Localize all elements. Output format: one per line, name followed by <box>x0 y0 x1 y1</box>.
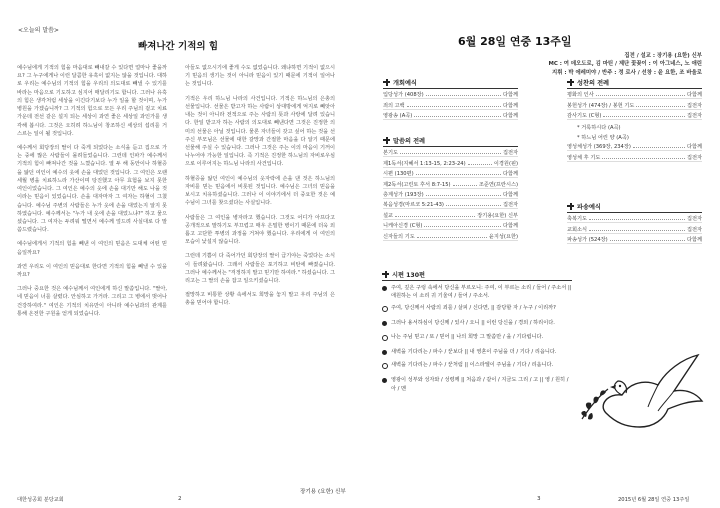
section-header <box>567 200 702 213</box>
order-person: 집전자 <box>502 202 518 209</box>
leader-dots <box>395 216 475 217</box>
psalm-verse <box>382 376 572 393</box>
order-row <box>567 110 702 120</box>
leader-bullet-icon <box>382 376 391 393</box>
congregation-bullet-icon <box>382 333 391 344</box>
verse-text: 새벽을 기다리는 / 파수 / 꾼처럼 || 이스라엘이 주님을 / 기다 / 리옵니다. <box>391 362 554 369</box>
verse-text: 그러나 용서하심이 당신께 / 있사 / 오니 || 이런 당신을 / 경외 / 하리이다. <box>391 319 555 326</box>
section-title: 파송예식 <box>577 203 601 211</box>
order-row <box>567 223 702 233</box>
order-row <box>383 157 518 167</box>
psalm-verse <box>382 304 572 315</box>
psalm-verse <box>382 333 572 344</box>
order-row <box>383 230 518 240</box>
order-row <box>383 209 518 219</box>
cross-icon <box>567 203 574 210</box>
leader-dots <box>417 237 487 238</box>
order-item: 영성체성가 (369장, 234장) <box>567 144 631 151</box>
section-header <box>382 268 572 281</box>
congregation-bullet-icon <box>382 304 391 315</box>
order-person: 다함께 <box>502 113 518 120</box>
order-item: 죄의 고백 <box>383 102 405 109</box>
sermon-paragraph: 그런데 기쁨이 다 죽어가던 회당장의 딸이 급기야는 죽었다는 소식이 들려왔습니다. 그래서 사람들은 포기하고 비탄에 빠졌습니다. 그러나 예수께서는 "걱정하지 말고 믿기만 하여라." 하셨습니다. 그리고는 그 딸의 손을 잡고 일으키셨습니다. <box>185 253 335 285</box>
sermon-column-1 <box>17 64 167 324</box>
sermon-paragraph: 사람들은 그 여인을 병자라고 했습니다. 그것도 어디가 아프다고 공개적으로 말하기도 부끄럽고 매우 은밀한 병이기 때문에 더욱 외롭고 고단한 투병의 과정을 거쳐야 했습니다. 우리에게 이 여인의 모습이 낯설지 않습니다. <box>185 214 335 246</box>
order-gathering <box>383 76 518 120</box>
leader-dots <box>589 230 685 231</box>
sermon-paragraph: 과연 우리도 이 여인의 믿음대로 한다면 기적의 힘을 빼낼 수 있을까요? <box>17 263 167 279</box>
leader-dots <box>610 240 685 241</box>
order-row <box>383 189 518 199</box>
verse-text: 영광이 성부와 성자와 / 성령께 || 처음과 / 같이 / 지금도 그리 / 고 || 영 / 원히 / 아 / 멘 <box>391 377 569 392</box>
cross-icon <box>383 137 390 144</box>
order-person: 다함께 <box>502 171 518 178</box>
order-dismissal <box>567 200 702 244</box>
order-item: 파송성가 (524장) <box>567 237 608 244</box>
credit-line: MC : 여 데오도로, 김 마틴 / 제단 꽃꽂이 : 이 아그네스, 노 애린 <box>548 61 702 68</box>
leader-dots <box>424 226 501 227</box>
sermon-paragraph: 기적은 우리 하느님 나라의 사건입니다. 기적은 하느님의 은총의 선물입니다. 선물은 받고자 하는 사람이 상대방에게 억지로 빼앗아내는 것이 아니라 전적으로 주는 사람의 뜻과 사랑에 달려 있습니다. 한일 받고자 하는 사람의 의도대로 빼낸다면 그것은 진정한 의미의 선물은 아닐 것입니다. 물론 자녀들이 갖고 싶어 하는 것을 선 주신 부모님은 선물에 대한 갈망과 간절한 마음을 다 알기 때문에 선물해 주실 수 있습니다. 그러나 그것은 주는 이의 마음이 기꺼이 나누어야 가능한 일입니다. 즉 기적은 진정한 하느님의 자비로우심으로 이루어지는 하느님 나라의 사건입니다. <box>185 95 335 168</box>
order-item: 본기도 <box>383 150 399 157</box>
order-person: 집전자 <box>686 102 702 109</box>
verse-text: 새벽을 기다리는 / 파수 / 꾼보다 || 내 영혼이 주님을 더 / 기다 / 리옵니다. <box>391 348 557 355</box>
section-header <box>383 134 518 147</box>
psalm-verse <box>382 361 572 372</box>
leader-dots <box>596 95 685 96</box>
section-title: 말씀의 전례 <box>393 137 426 145</box>
church-name-footer: 대한성공회 분당교회 <box>17 497 64 503</box>
order-item: 설교 <box>383 212 394 219</box>
section-tag: <오늘의 말씀> <box>18 27 59 34</box>
order-row <box>383 199 518 209</box>
order-row <box>383 99 518 109</box>
leader-bullet-icon <box>382 348 391 358</box>
order-person: 집전자 <box>686 226 702 233</box>
sermon-paragraph: 예수님에게서 기적의 힘을 빼낸 이 여인의 믿음은 도대체 어떤 믿음일까요? <box>17 241 167 256</box>
order-row <box>383 147 518 157</box>
order-person: 이경원(핀) <box>493 160 518 167</box>
order-item: 제2독서(고린토 후서 8:7-15) <box>383 181 451 188</box>
order-row <box>383 220 518 230</box>
order-person: 다함께 <box>502 102 518 109</box>
order-sacrament <box>567 76 702 162</box>
leader-dots <box>636 106 685 107</box>
order-row <box>567 89 702 99</box>
order-item: 교회소식 <box>567 226 588 233</box>
order-item: 영광송 (A곡) <box>383 113 413 120</box>
leader-dots <box>416 174 501 175</box>
verse-text: 나는 주님 믿고 / 또 / 믿어 || 나의 희망 그 말씀만 / 을 / 기다립니다. <box>391 333 544 340</box>
sermon-paragraph: 절망하고 비통한 상황 속에서도 희망을 놓지 말고 우리 주님의 은총을 믿어야 합니다. <box>185 292 335 307</box>
order-person: 윤지성(요한) <box>488 233 518 240</box>
sermon-paragraph: 예수님에게 기적의 힘을 마음대로 빼내갈 수 있다면 얼마나 좋을까요? 그 누구에게나 이런 달콤한 유혹이 없지는 않을 것입니다. 대하로 우리는 예수님의 기적의 힘을 우리의 의도대로 빼낼 수 있기를 바라는 마음으로 기도하고 심지어 매달리기도 합니다. 그러나 유혹의 힘은 생각처럼 세상을 이긴다기보다 누가 일을 할 것이며, 누가 병원을 가겠습니까? 그 기적의 힘으로 모든 우리 주님의 겉고 치료 가운데 전선 같은 설지 되는 세상이 과연 좋은 세상일 과인가를 생각해 봅시다. 그것은 오히려 하느님이 창조하신 세상의 섭리를 거스르는 일이 될 것입니다. <box>17 65 167 137</box>
order-row <box>567 213 702 223</box>
leader-dots <box>446 205 501 206</box>
order-person: 집전자 <box>686 113 702 120</box>
order-item: 층계성가 (193장) <box>383 191 424 198</box>
leader-dots <box>414 116 501 117</box>
order-item: 복음성경(마르코 5:21-43) <box>383 202 444 209</box>
leader-bullet-icon <box>382 319 391 329</box>
order-item: 감사기도 (C형) <box>567 113 602 120</box>
order-row <box>383 178 518 188</box>
sermon-signature: 장기용 (요한) 신부 <box>300 489 346 495</box>
sermon-title: 빠져나간 기적의 힘 <box>138 41 219 52</box>
order-row <box>383 110 518 120</box>
order-row <box>567 99 702 109</box>
leader-dots <box>468 164 492 165</box>
leader-dots <box>400 153 501 154</box>
order-subrow <box>567 131 702 141</box>
order-row <box>383 89 518 99</box>
order-word <box>383 134 518 241</box>
leader-dots <box>453 185 477 186</box>
order-person: 장기용(요한) 신부 <box>477 212 518 219</box>
order-person: 조준연(프란시스) <box>478 181 518 188</box>
order-item: 제1독서(지혜서 1:13-15, 2:23-24) <box>383 160 466 167</box>
order-person: 다함께 <box>686 92 702 99</box>
leader-dots <box>603 116 685 117</box>
order-subitem: * 하느님 어린 양 (A곡) <box>577 134 629 141</box>
order-person: 다함께 <box>502 191 518 198</box>
cross-icon <box>382 271 389 278</box>
order-row <box>567 141 702 151</box>
leader-dots <box>602 158 685 159</box>
order-item: 영성체 후 기도 <box>567 154 601 161</box>
sermon-paragraph: 하혈증을 앓던 여인이 예수님의 옷자락에 손을 댄 것은 하느님의 자비를 믿는 믿음에서 비롯된 것입니다. 예수님은 그녀의 믿음을 보시고 치유하셨습니다. 그러나 이 이야기에서 더 중요한 것은 예수님이 그녀를 찾으셨다는 사실입니다. <box>185 175 335 207</box>
liturgy-week-title: 6월 28일 연중 13주일 <box>458 35 572 48</box>
sermon-paragraph: 아들도 없으시기에 좋게 수도 없었습니다. 왜냐하면 기적이 없으시기 믿음의 생기는 것이 아니라 믿음이 있기 때문에 기적이 일어나는 것입니다. <box>185 65 335 88</box>
order-item: 입당성가 (408장) <box>383 92 424 99</box>
section-header <box>567 76 702 89</box>
order-item: 축복기도 <box>567 216 588 223</box>
order-person: 다함께 <box>502 92 518 99</box>
order-person: 다함께 <box>502 223 518 230</box>
psalm-verse <box>382 348 572 358</box>
cross-icon <box>567 79 574 86</box>
order-subitem: * 거룩하시다 (A곡) <box>577 124 621 131</box>
sermon-column-2 <box>185 64 335 314</box>
credit-line: 지휘 : 박 에레미야 / 반주 : 정 로사 / 선창 : 윤 요한, 조 바울로 <box>552 69 702 76</box>
date-footer: 2015년 6월 28일 연중 13주일 <box>618 497 690 503</box>
psalm-verse <box>382 319 572 329</box>
psalm-block <box>382 268 572 396</box>
order-subrow <box>567 120 702 130</box>
credit-line: 집전 / 설교 : 장기용 (요한) 신부 <box>624 53 702 59</box>
psalm-title: 시편 130편 <box>392 271 426 279</box>
verse-text: 주여, 깊은 구렁 속에서 당신을 부르오니: 주여, 이 부르는 소리 / 들어 / 주소서 || 애원하는 이 소리 귀 기울여 / 들어 / 주소서. <box>391 285 572 300</box>
order-item: 봉헌성가 (474장) / 봉헌 기도 <box>567 102 635 109</box>
leader-bullet-icon <box>382 284 391 301</box>
leader-dots <box>407 106 501 107</box>
leader-dots <box>426 95 501 96</box>
congregation-bullet-icon <box>382 361 391 372</box>
page-number: 3 <box>537 496 541 502</box>
sermon-paragraph: 예수께서 회당장의 딸이 다 죽게 되었다는 소식을 듣고 집으로 가는 중에 많은 사람들이 몰려들었습니다. 그런데 인파가 예수께서 기적의 힘이 빠져나간 것을 느꼈습니다. 열 두 해 동안이나 하혈증을 앓던 여인이 예수의 옷에 손을 대었던 것입니다. 그 여인은 오랜 세월 병을 치료하느라 가산이며 탕진했고 아무 효험을 보지 못한 여인이었습니다. 그 여인은 예수의 옷에 손을 대기만 해도 나을 것이라는 믿음이 있었습니다. 손을 대자마자 그 여자는 하혈이 그쳤습니다. 예수님 주변의 사람들은 누가 옷에 손을 대었는지 알지 못하였습니다. 예수께서는 "누가 내 옷에 손을 대었느냐?" 하고 물으셨습니다. 그 여자는 두려워 떨면서 예수께 엎드려 사실대로 다 말씀드렸습니다. <box>17 144 167 234</box>
dove-olive-branch-icon <box>578 345 704 445</box>
section-title: 개회예식 <box>393 79 417 87</box>
section-title: 성찬의 전례 <box>577 79 610 87</box>
order-person: 다함께 <box>686 144 702 151</box>
section-header <box>383 76 518 89</box>
order-row <box>383 168 518 178</box>
verse-text: 주여, 당신께서 사람의 죄를 / 살피 / 신다면, || 감당할 자 / 누구 / 이리까? <box>391 305 556 312</box>
order-item: 신자들의 기도 <box>383 233 415 240</box>
order-row <box>567 234 702 244</box>
order-item: 니케아신경 (C형) <box>383 223 423 230</box>
order-person: 집전자 <box>502 150 518 157</box>
cross-icon <box>383 79 390 86</box>
leader-dots <box>589 219 685 220</box>
service-credits <box>549 52 702 77</box>
order-person: 집전자 <box>686 154 702 161</box>
order-item: 시편 (130편) <box>383 171 414 178</box>
sermon-paragraph: 그러나 중요한 것은 예수님께서 여인에게 하신 말씀입니다. "딸아, 네 믿음이 너를 살렸다. 안심하고 가거라. 그리고 그 병에서 벗어나 건강하여라." 여인은 기적의 치유만이 아니라 예수님과의 관계를 통해 온전한 구원을 얻게 되었습니다. <box>17 286 167 317</box>
psalm-verse <box>382 284 572 301</box>
order-item: 평화의 인사 <box>567 92 594 99</box>
order-person: 집전자 <box>686 216 702 223</box>
order-row <box>567 151 702 161</box>
leader-dots <box>633 147 685 148</box>
order-person: 다함께 <box>686 237 702 244</box>
page-number: 2 <box>178 496 182 502</box>
leader-dots <box>426 195 501 196</box>
